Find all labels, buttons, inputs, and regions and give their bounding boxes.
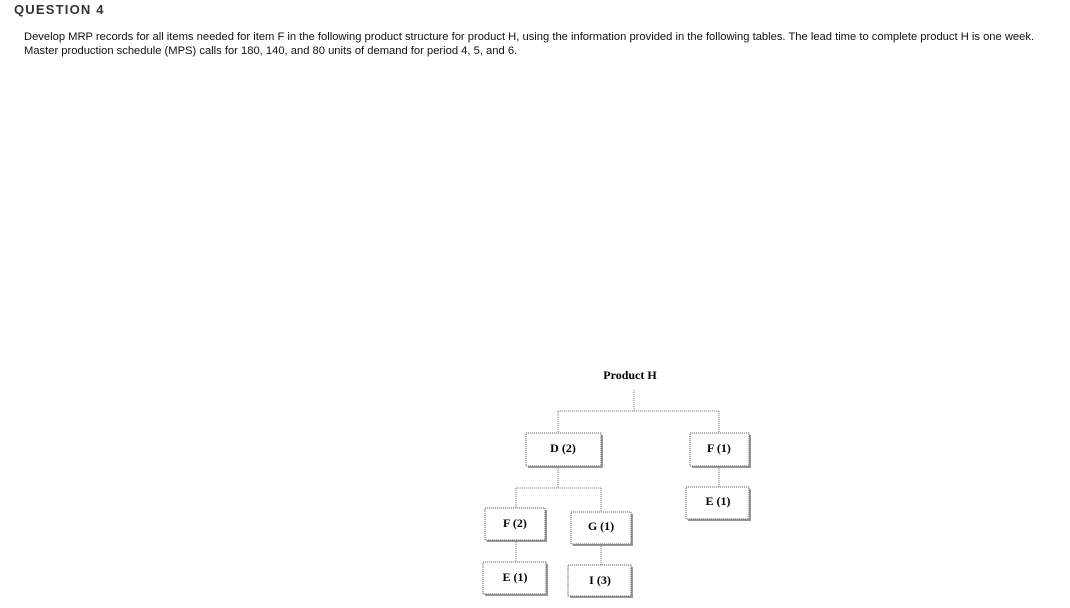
- node-i3-label: I (3): [589, 573, 611, 587]
- node-e1-left-label: E (1): [502, 570, 528, 584]
- node-f2: [485, 508, 547, 542]
- node-g1: [571, 512, 633, 546]
- question-text: Develop MRP records for all items needed for item F in the following product structure for product H, using the information provided in the following tables. The lead time to complete product H is one week. Master production schedule (MPS) calls for 180, 140, and 80 units of demand for period 4, 5, and 6.: [24, 31, 1035, 57]
- node-g1-label: G (1): [587, 519, 615, 533]
- node-e1-right: [686, 487, 751, 521]
- node-f2-label: F (2): [503, 516, 527, 530]
- node-d2-label: D (2): [550, 441, 576, 455]
- node-f1: [690, 433, 751, 468]
- question-title: QUESTION 4: [14, 2, 105, 17]
- node-d2: [526, 433, 603, 468]
- node-f1-label: F (1): [707, 441, 731, 455]
- root-label-product-h: Product H: [603, 368, 657, 382]
- node-i3: [568, 565, 633, 598]
- node-e1-left: [483, 562, 548, 596]
- node-e1-right-label: E (1): [705, 494, 731, 508]
